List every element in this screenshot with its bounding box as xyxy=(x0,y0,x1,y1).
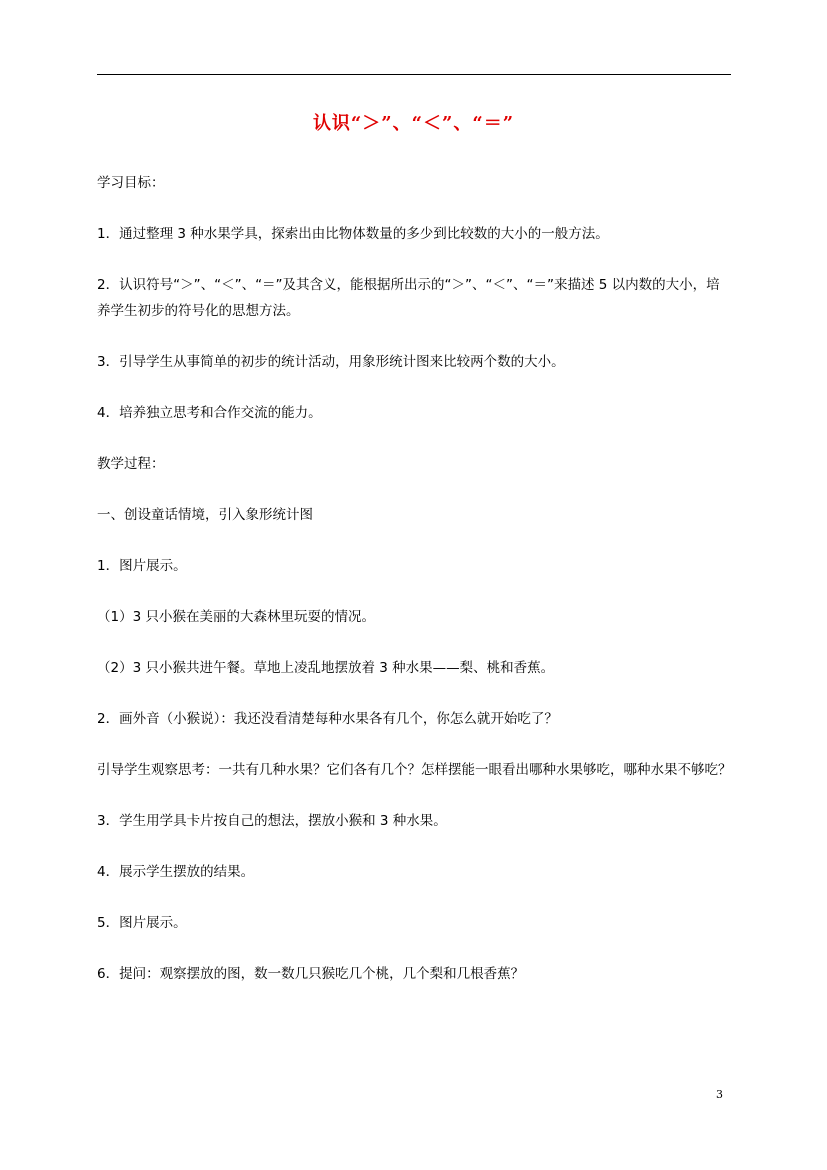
paragraph-goal-2: 2．认识符号“＞”、“＜”、“＝”及其含义，能根据所出示的“＞”、“＜”、“＝”来描述 5 以内数的大小，培养学生初步的符号化的思想方法。 xyxy=(97,277,720,319)
paragraph-step-1-sub-1: （1）3 只小猴在美丽的大森林里玩耍的情况。 xyxy=(97,609,375,625)
paragraph-step-1-sub-2: （2）3 只小猴共进午餐。草地上凌乱地摆放着 3 种水果——梨、桃和香蕉。 xyxy=(97,660,555,676)
header-rule xyxy=(97,74,731,75)
paragraph-goal-4: 4．培养独立思考和合作交流的能力。 xyxy=(97,405,322,421)
paragraph-step-6: 6．提问：观察摆放的图，数一数几只猴吃几个桃，几个梨和几根香蕉？ xyxy=(97,966,525,982)
paragraph-step-3: 3．学生用学具卡片按自己的想法，摆放小猴和 3 种水果。 xyxy=(97,813,447,829)
paragraph-step-4: 4．展示学生摆放的结果。 xyxy=(97,864,255,880)
paragraph-section-1-heading: 一、创设童话情境，引入象形统计图 xyxy=(97,507,313,523)
page-number: 3 xyxy=(716,1088,723,1101)
paragraph-guide-thinking: 引导学生观察思考：一共有几种水果？它们各有几个？怎样摆能一眼看出哪种水果够吃，哪种水果不够吃？ xyxy=(97,762,732,778)
paragraph-step-5: 5．图片展示。 xyxy=(97,915,187,931)
paragraph-step-1: 1．图片展示。 xyxy=(97,558,187,574)
paragraph-goal-3: 3．引导学生从事简单的初步的统计活动，用象形统计图来比较两个数的大小。 xyxy=(97,354,565,370)
document-body xyxy=(97,170,733,1012)
paragraph-teaching-process-heading: 教学过程： xyxy=(97,456,165,472)
paragraph-step-2: 2．画外音（小猴说）：我还没看清楚每种水果各有几个，你怎么就开始吃了？ xyxy=(97,711,558,727)
document-title: 认识“＞”、“＜”、“＝” xyxy=(312,113,515,134)
paragraph-learning-goals-heading: 学习目标： xyxy=(97,175,165,191)
paragraph-goal-1: 1．通过整理 3 种水果学具，探索出由比物体数量的多少到比较数的大小的一般方法。 xyxy=(97,226,609,242)
